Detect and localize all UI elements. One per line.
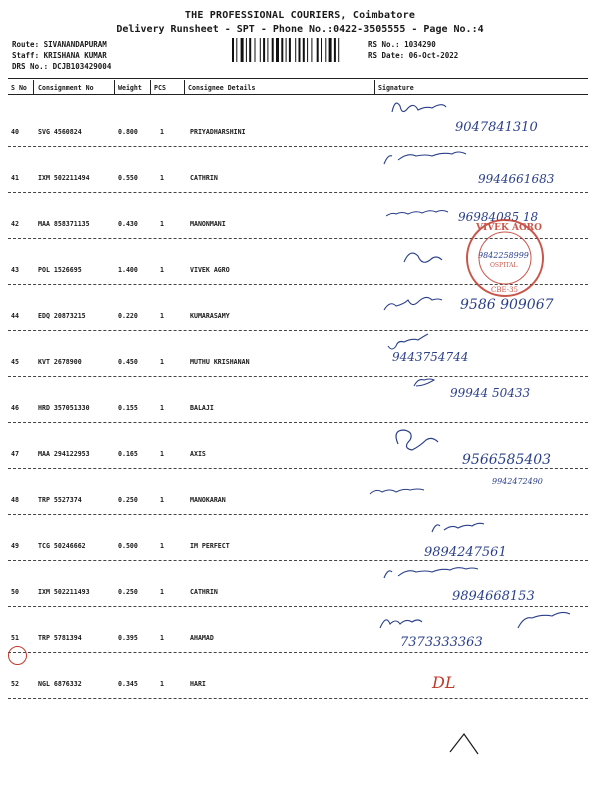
row-consignment: MAA 858371135 bbox=[38, 220, 90, 228]
handwritten-phone: 9586 909067 bbox=[460, 297, 554, 313]
row-consignee: BALAJI bbox=[190, 404, 214, 412]
row-weight: 0.430 bbox=[118, 220, 138, 228]
stamp-bottom-text: CBE-35 bbox=[491, 286, 519, 294]
signature-scribble bbox=[384, 152, 466, 164]
row-sno: 51 bbox=[11, 634, 19, 642]
signature-scribble bbox=[404, 253, 442, 262]
row-consignment: SVG 4560824 bbox=[38, 128, 82, 136]
row-sno: 48 bbox=[11, 496, 19, 504]
row-pcs: 1 bbox=[160, 312, 164, 320]
handwritten-phone: 9944661683 bbox=[478, 172, 555, 186]
row-consignee: AXIS bbox=[190, 450, 206, 458]
row-sno: 46 bbox=[11, 404, 19, 412]
row-consignee: IM PERFECT bbox=[190, 542, 230, 550]
staff-label: Staff: KRISHANA KUMAR bbox=[12, 51, 107, 60]
col-header-weight: Weight bbox=[118, 84, 142, 92]
drs-number: DRS No.: DCJB103429004 bbox=[12, 62, 112, 71]
rs-date: RS Date: 06-Oct-2022 bbox=[368, 51, 459, 60]
row-pcs: 1 bbox=[160, 634, 164, 642]
handwritten-phone: 9842258999 bbox=[478, 251, 529, 260]
handwritten-phone: 9894668153 bbox=[452, 589, 535, 604]
row-consignee: MANONMANI bbox=[190, 220, 226, 228]
signature-scribble bbox=[388, 334, 428, 349]
row-consignment: EDQ 20873215 bbox=[38, 312, 86, 320]
pen-mark bbox=[450, 734, 478, 754]
row-pcs: 1 bbox=[160, 588, 164, 596]
company-title: THE PROFESSIONAL COURIERS, Coimbatore bbox=[184, 10, 416, 21]
row-consignee: MANOKARAN bbox=[190, 496, 226, 504]
handwritten-mark: DL bbox=[432, 673, 456, 692]
row-weight: 0.165 bbox=[118, 450, 138, 458]
row-sno: 42 bbox=[11, 220, 19, 228]
signature-scribble bbox=[396, 430, 438, 450]
row-pcs: 1 bbox=[160, 174, 164, 182]
signature-scribble bbox=[380, 612, 570, 628]
row-consignment: TCG 50246662 bbox=[38, 542, 86, 550]
row-sno: 41 bbox=[11, 174, 19, 182]
row-consignment: NGL 6876332 bbox=[38, 680, 82, 688]
handwritten-phone: 96984085 18 bbox=[458, 210, 539, 224]
col-header-pcs: PCS bbox=[154, 84, 166, 92]
row-pcs: 1 bbox=[160, 266, 164, 274]
row-sno: 50 bbox=[11, 588, 19, 596]
row-sno: 45 bbox=[11, 358, 19, 366]
runsheet-title: Delivery Runsheet - SPT - Phone No.:0422-3505555 - Page No.:4 bbox=[116, 24, 484, 35]
handwritten-phone: 9942472490 bbox=[492, 477, 543, 486]
rs-number: RS No.: 1034290 bbox=[368, 40, 436, 49]
row-weight: 0.155 bbox=[118, 404, 138, 412]
row-consignment: TRP 5781394 bbox=[38, 634, 82, 642]
row-consignee: KUMARASAMY bbox=[190, 312, 230, 320]
row-sno: 47 bbox=[11, 450, 19, 458]
row-pcs: 1 bbox=[160, 496, 164, 504]
handwritten-phone: 9894247561 bbox=[424, 545, 507, 560]
row-weight: 0.250 bbox=[118, 496, 138, 504]
row-consignment: HRD 357051330 bbox=[38, 404, 90, 412]
row-weight: 0.345 bbox=[118, 680, 138, 688]
row-weight: 1.400 bbox=[118, 266, 138, 274]
signature-scribble bbox=[392, 103, 446, 112]
row-weight: 0.395 bbox=[118, 634, 138, 642]
handwritten-phone: 99944 50433 bbox=[450, 386, 531, 400]
stamp-sub-text: OSPITAL bbox=[490, 262, 518, 269]
row-consignee: PRIYADHARSHINI bbox=[190, 128, 246, 136]
signature-scribble bbox=[386, 211, 448, 217]
row-consignment: MAA 294122953 bbox=[38, 450, 90, 458]
row-weight: 0.500 bbox=[118, 542, 138, 550]
row-weight: 0.800 bbox=[118, 128, 138, 136]
signature-scribble bbox=[414, 379, 434, 386]
row-consignment: KVT 2678900 bbox=[38, 358, 82, 366]
col-header-consignee: Consignee Details bbox=[188, 84, 256, 92]
row-sno: 52 bbox=[11, 680, 19, 688]
row-sno: 49 bbox=[11, 542, 19, 550]
handwritten-phone: 9566585403 bbox=[462, 452, 552, 468]
signature-scribble bbox=[384, 297, 442, 310]
col-header-sno: S No bbox=[11, 84, 27, 92]
handwritten-phone: 9047841310 bbox=[455, 120, 538, 135]
row-pcs: 1 bbox=[160, 404, 164, 412]
signature-scribble bbox=[370, 489, 424, 494]
row-consignee: MUTHU KRISHANAN bbox=[190, 358, 250, 366]
row-pcs: 1 bbox=[160, 128, 164, 136]
row-weight: 0.220 bbox=[118, 312, 138, 320]
row-consignee: AHAMAD bbox=[190, 634, 214, 642]
row-sno: 43 bbox=[11, 266, 19, 274]
row-weight: 0.550 bbox=[118, 174, 138, 182]
row-pcs: 1 bbox=[160, 680, 164, 688]
row-sno: 40 bbox=[11, 128, 19, 136]
row-pcs: 1 bbox=[160, 358, 164, 366]
row-consignee: CATHRIN bbox=[190, 588, 218, 596]
col-header-signature: Signature bbox=[378, 84, 414, 92]
row-weight: 0.250 bbox=[118, 588, 138, 596]
row-pcs: 1 bbox=[160, 542, 164, 550]
row-consignee: VIVEK AGRO bbox=[190, 266, 230, 274]
row-pcs: 1 bbox=[160, 220, 164, 228]
stamp-top-text: VIVEK AGRO bbox=[476, 223, 542, 233]
handwritten-phone: 7373333363 bbox=[400, 635, 483, 650]
row-consignment: IXM 502211493 bbox=[38, 588, 90, 596]
row-pcs: 1 bbox=[160, 450, 164, 458]
row-consignment: POL 1526695 bbox=[38, 266, 82, 274]
handwritten-phone: 9443754744 bbox=[392, 350, 469, 364]
signature-scribble bbox=[432, 523, 484, 532]
signature-scribble bbox=[384, 568, 478, 578]
route-label: Route: SIVANANDAPURAM bbox=[12, 40, 107, 49]
col-header-consignment: Consignment No bbox=[38, 84, 94, 92]
row-sno: 44 bbox=[11, 312, 19, 320]
row-consignee: HARI bbox=[190, 680, 206, 688]
row-consignee: CATHRIN bbox=[190, 174, 218, 182]
row-consignment: TRP 5527374 bbox=[38, 496, 82, 504]
row-weight: 0.450 bbox=[118, 358, 138, 366]
row-consignment: IXM 502211494 bbox=[38, 174, 90, 182]
